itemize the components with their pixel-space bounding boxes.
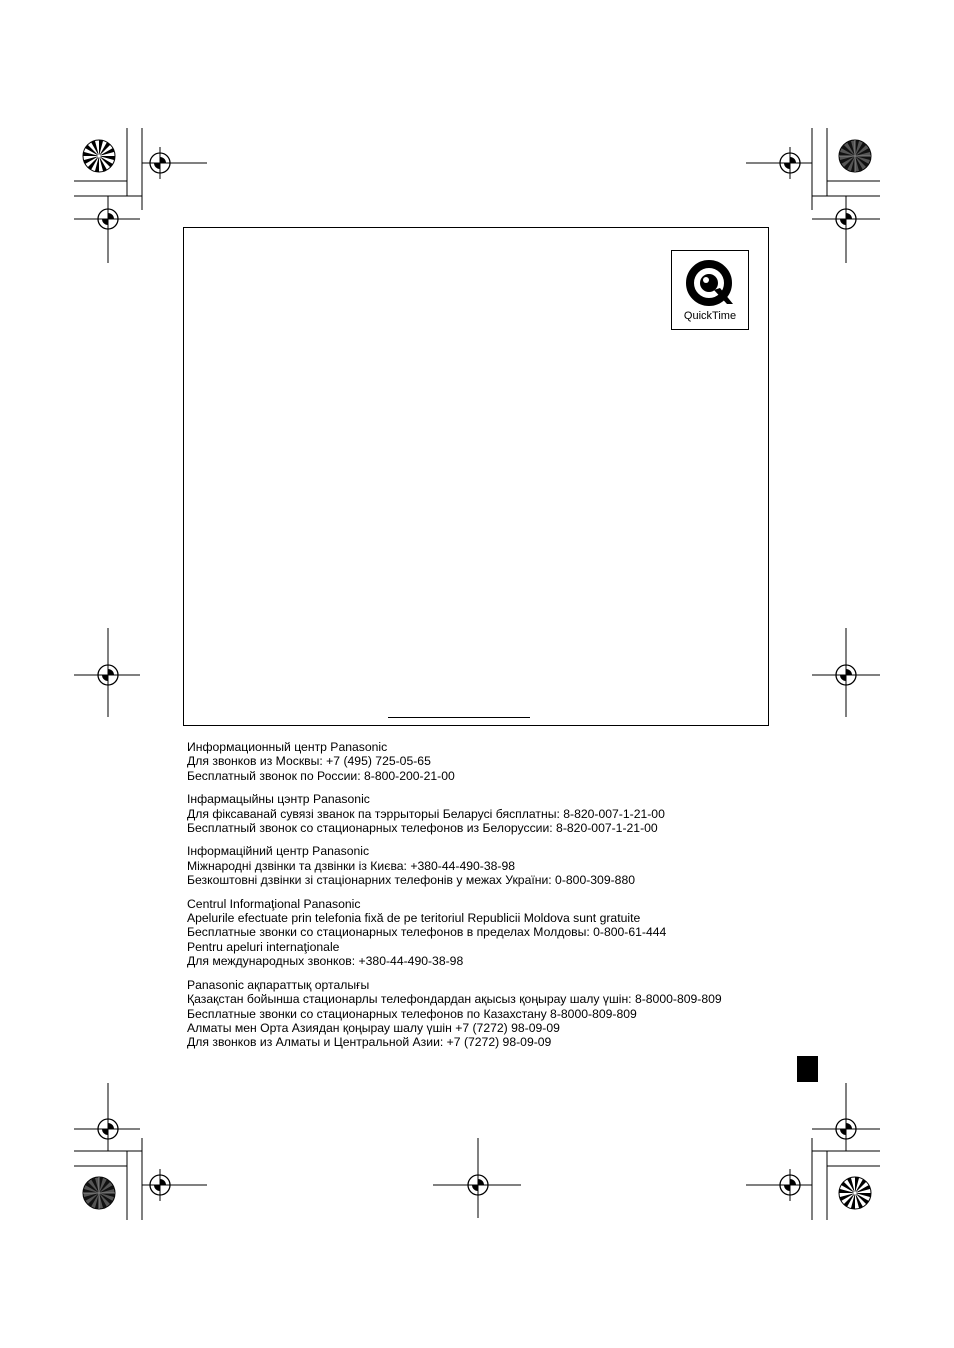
quicktime-logo-icon: [685, 259, 735, 309]
contact-line: Міжнародні дзвінки та дзвінки із Києва: +380-44-490-38-98: [187, 858, 516, 873]
section-tab-marker: [797, 1056, 818, 1082]
content-frame: [183, 227, 769, 726]
contact-line: Бесплатные звонки со стационарных телефонов по Казахстану 8-8000-809-809: [187, 1006, 637, 1021]
signature-rule: [388, 717, 530, 718]
quicktime-logo: [671, 250, 749, 330]
contact-block-ukraine: [187, 844, 827, 887]
contact-line: Для звонков из Москвы: +7 (495) 725-05-65: [187, 754, 431, 769]
contact-line: Pentru apeluri internaţionale: [187, 939, 340, 954]
contact-line: Інфармацыйны цэнтр Panasonic: [187, 792, 370, 807]
contact-block-russia: [187, 740, 827, 783]
contact-line: Panasonic ақпараттық орталығы: [187, 977, 370, 992]
contact-line: Бесплатный звонок со стационарных телефонов из Белоруссии: 8-820-007-1-21-00: [187, 821, 658, 836]
contact-line: Информационный центр Panasonic: [187, 740, 388, 754]
contact-info: [187, 740, 827, 1059]
contact-line: Для фіксаванай сувязі званок па тэррыторыі Беларусі бясплатны: 8-820-007-1-21-00: [187, 806, 665, 821]
contact-line: Қазақстан бойынша стационарлы телефондардан ақысыз қоңырау шалу үшін: 8-8000-809-809: [187, 992, 722, 1007]
contact-line: Apelurile efectuate prin telefonia fixă de pe teritoriul Republicii Moldova sunt gratuite: [187, 911, 641, 926]
contact-line: Бесплатные звонки со стационарных телефонов в пределах Молдовы: 0-800-61-444: [187, 925, 667, 940]
contact-block-kazakhstan: [187, 978, 827, 1050]
contact-line: Centrul Informaţional Panasonic: [187, 896, 361, 911]
contact-line: Для звонков из Алматы и Центральной Азии: +7 (7272) 98-09-09: [187, 1035, 552, 1050]
contact-block-moldova: [187, 897, 827, 969]
quicktime-label: QuickTime: [683, 310, 737, 322]
contact-line: Для международных звонков: +380-44-490-38-98: [187, 954, 464, 969]
contact-block-belarus: [187, 792, 827, 835]
contact-line: Бесплатный звонок по России: 8-800-200-21-00: [187, 768, 455, 783]
contact-line: Безкоштовні дзвінки зі стаціонарних телефонів у межах України: 0-800-309-880: [187, 873, 636, 888]
contact-line: Алматы мен Орта Азиядан қоңырау шалу үшін +7 (7272) 98-09-09: [187, 1020, 560, 1035]
contact-line: Інформаційний центр Panasonic: [187, 844, 370, 859]
